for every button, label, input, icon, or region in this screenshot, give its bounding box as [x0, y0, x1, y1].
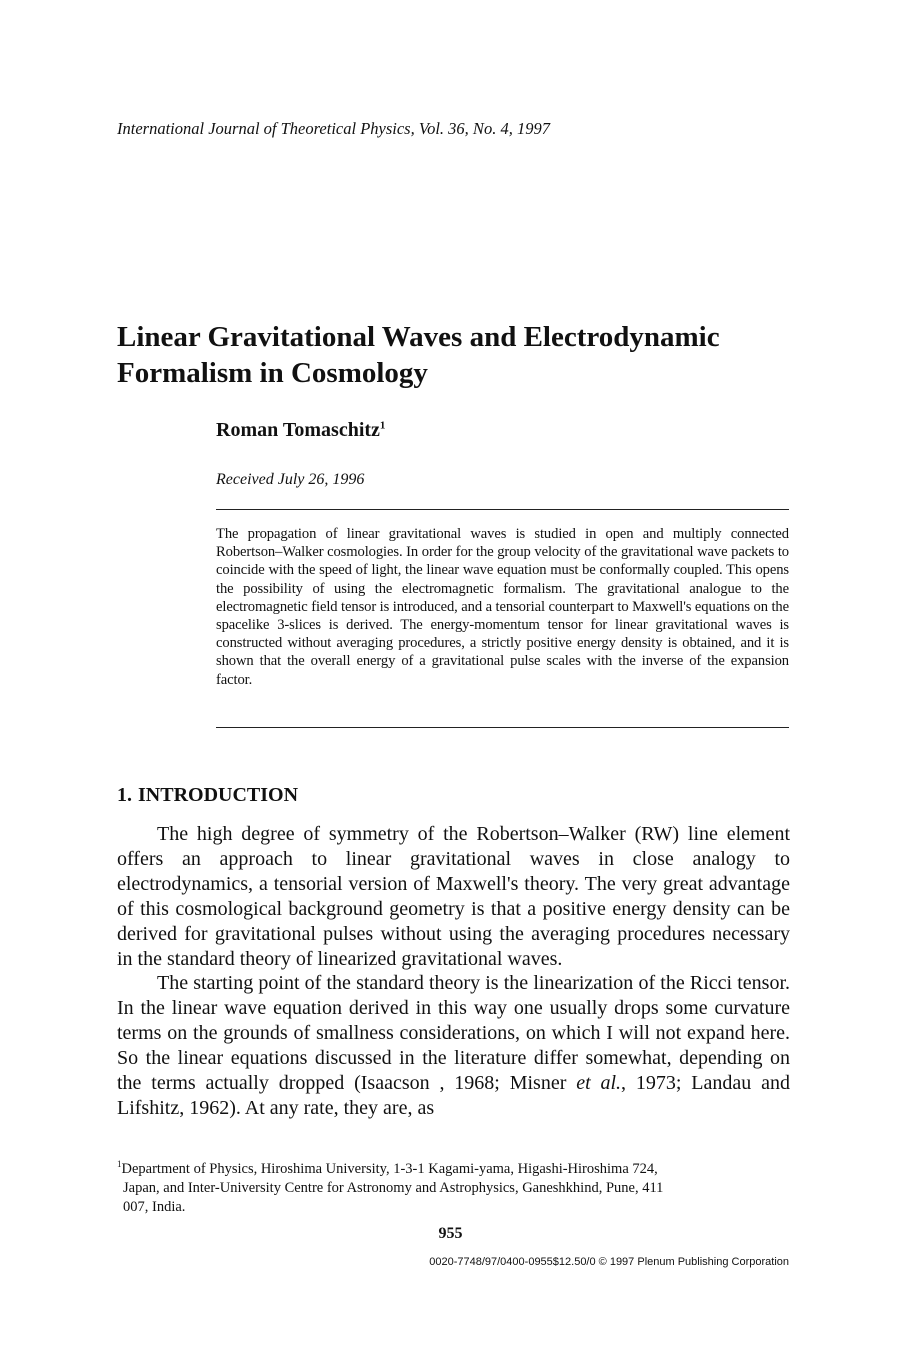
received-date: Received July 26, 1996 — [216, 471, 365, 488]
section-heading — [117, 784, 298, 807]
journal-citation: International Journal of Theoretical Physics, Vol. 36, No. 4, 1997 — [117, 119, 550, 138]
footnote — [117, 1160, 790, 1217]
title-line-1: Linear Gravitational Waves and Electrodynamic — [117, 321, 720, 353]
paragraph-2-part-b: , 1973; Landau and Lifshitz, 1962). At any rate, they are, as — [117, 1072, 790, 1119]
footnote-mark: 1 — [117, 1159, 122, 1170]
footnote-line-2: Japan, and Inter-University Centre for Astronomy and Astrophysics, Ganeshkhind, Pune, 411 — [123, 1180, 664, 1196]
section-number: 1. — [117, 784, 132, 806]
footnote-text-1: Department of Physics, Hiroshima University, 1-3-1 Kagami-yama, Higashi-Hiroshima 724, — [121, 1161, 658, 1177]
abstract-bottom-rule — [216, 727, 789, 728]
author — [216, 419, 385, 442]
footnote-line-3: 007, India. — [123, 1199, 186, 1215]
author-name: Roman Tomaschitz — [216, 419, 380, 441]
et-al: et al. — [576, 1072, 622, 1095]
copyright-line: 0020-7748/97/0400-0955$12.50/0 © 1997 Plenum Publishing Corporation — [429, 1256, 789, 1268]
abstract: The propagation of linear gravitational waves is studied in open and multiply connected Robertson–Walker cosmologies. In order for the group velocity of the gravitational wave packets to coincide with the speed of light, the linear wave equation must be conformally coupled. This opens the possibility of using the electromagnetic formalism. The gravitational analogue to the electromagnetic field tensor is introduced, and a tensorial counterpart to Maxwell's equations on the spacelike 3-slices is derived. The energy-momentum tensor for linear gravitational waves is constructed without averaging procedures, a strictly positive energy density is obtained, and it is shown that the overall energy of a gravitational pulse scales with the inverse of the expansion factor. — [216, 526, 789, 688]
section-title: INTRODUCTION — [138, 784, 299, 806]
article-title — [117, 319, 817, 391]
page-number: 955 — [438, 1225, 463, 1242]
footnote-line-1 — [117, 1160, 790, 1179]
paragraph-2 — [117, 971, 790, 1120]
title-line-2: Formalism in Cosmology — [117, 357, 428, 389]
body-text — [117, 822, 790, 1121]
paragraph-2-part-a: The starting point of the standard theory is the linearization of the Ricci tensor. In the linear wave equation derived in this way one usually drops some curvature terms on the grounds of smallness considerations, on which I will not expand here. So the linear equations discussed in the literature differ somewhat, depending on the terms actually dropped (Isaacson , 1968; Misner — [117, 972, 790, 1095]
author-footnote-mark: 1 — [379, 419, 386, 432]
paragraph-1: The high degree of symmetry of the Robertson–Walker (RW) line element offers an approach to linear gravitational waves in close analogy to electrodynamics, a tensorial version of Maxwell's theory. The very great advantage of this cosmological background geometry is that a positive energy density can be derived for gravitational pulses without using the averaging procedures necessary in the standard theory of linearized gravitational waves. — [117, 823, 790, 970]
abstract-top-rule — [216, 509, 789, 510]
